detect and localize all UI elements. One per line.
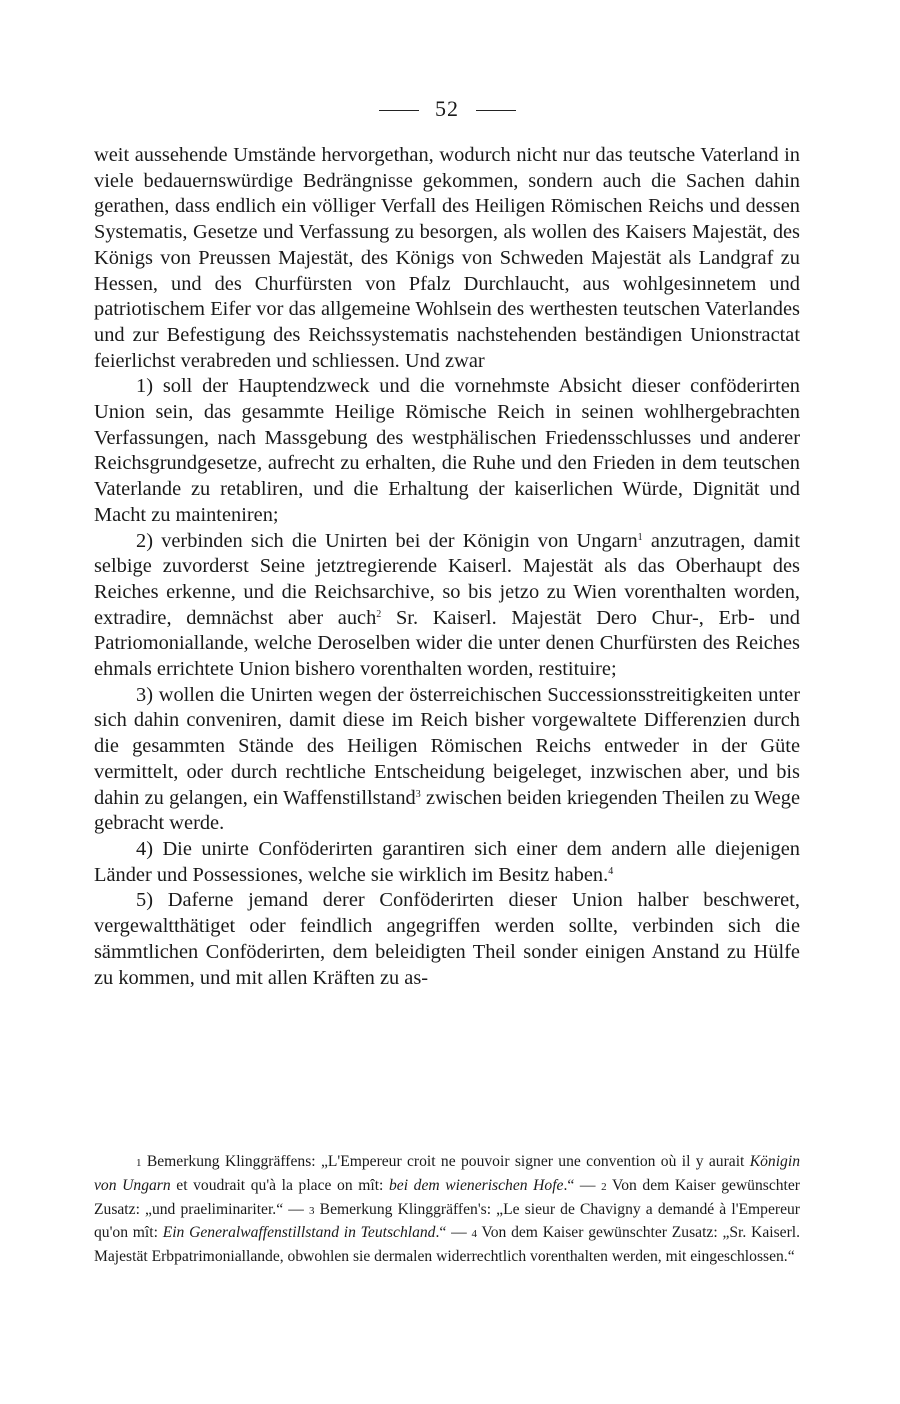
footnote-text: Bemerkung Klinggräffens: „L'Empereur croit ne pouvoir signer une convention où il y aurait	[146, 1153, 750, 1170]
article-text: anzutragen, damit selbige zuvorderst Seine jetztregierende Kaiserl. Majestät als das Oberhaupt des Reiches erkenne, und die Reichsarchive, so bis jetzo zu Wien vorenthalten worden, extradire, demnächst aber auch	[94, 529, 800, 629]
article-text: soll der Hauptendzweck und die vornehmste Absicht dieser conföderirten Union sein, das gesammte Heilige Römische Reich in seinen wohlhergebrachten Verfassungen, nach Massgebung des westphälischen Friedensschlusses und anderer Reichsgrundgesetze, aufrecht zu erhalten, die Ruhe und den Frieden in dem teutschen Vaterlande zu retabliren, und die Erhaltung der kaiserlichen Würde, Dignität und Macht zu mainteniren;	[94, 375, 800, 526]
footnote-text: Von dem Kaiser gewünschter Zusatz: „und praeliminariter.“ —	[94, 1176, 800, 1218]
page-number: 52	[435, 96, 459, 121]
header-dash-right	[476, 110, 516, 111]
footnote-marker: 3	[415, 788, 421, 800]
footnote-text: Bemerkung Klinggräffen's: „Le sieur de Chavigny a demandé à l'Empereur qu'on mît:	[94, 1200, 800, 1242]
article-text: verbinden sich die Unirten bei der Königin von Ungarn	[161, 529, 638, 552]
footnote-number: 3	[309, 1204, 315, 1217]
footnote-marker: 2	[376, 608, 382, 620]
main-text	[94, 143, 800, 991]
article-number: 4)	[136, 837, 153, 860]
footnote-italic: Königin von Ungarn	[94, 1153, 800, 1194]
footnote-number: 2	[601, 1180, 607, 1193]
footnote-text: .“ —	[563, 1176, 602, 1194]
article-number: 5)	[136, 889, 153, 912]
article-number: 3)	[136, 683, 153, 706]
footnote-number: 1	[136, 1157, 142, 1169]
article-number: 2)	[136, 529, 153, 552]
article-text: zwischen beiden kriegenden Theilen zu Wege gebracht werde.	[94, 786, 800, 835]
article-text: Sr. Kaiserl. Majestät Dero Chur-, Erb- und Patriomoniallande, welche Deroselben wider die unter denen Churfürsten des Reiches ehmals errichtete Union bishero vorenthalten worden, restituire;	[94, 606, 800, 681]
footnote-marker: 1	[637, 531, 643, 543]
article-5	[94, 888, 800, 991]
footnote-marker: 4	[608, 865, 614, 877]
footnote-text: .“ —	[435, 1224, 472, 1242]
article-1	[94, 374, 800, 528]
footnote-number: 4	[471, 1228, 477, 1241]
header-dash-left	[379, 110, 419, 111]
article-3	[94, 683, 800, 837]
article-text: Die unirte Conföderirten garantiren sich einer dem andern alle diejenigen Länder und Possessiones, welche sie wirklich im Besitz haben.	[94, 837, 800, 886]
footnote-block	[94, 1151, 800, 1268]
running-head	[94, 96, 800, 122]
footnote-italic: Ein Generalwaffenstillstand in Teutschland	[162, 1224, 436, 1242]
document-page	[94, 0, 800, 1404]
article-2	[94, 529, 800, 683]
article-text: wollen die Unirten wegen der österreichischen Successionsstreitigkeiten unter sich dahin conveniren, damit diese im Reich bisher vorgewaltete Differenzien durch die gesammten Stände des Heiligen Römischen Reichs entweder in der Güte vermittelt, oder durch rechtliche Entscheidung beigeleget, inzwischen aber, und bis dahin zu gelangen, ein Waffenstillstand	[94, 683, 800, 809]
article-number: 1)	[136, 375, 153, 398]
footnotes	[94, 1151, 800, 1268]
footnote-text: Von dem Kaiser gewünschter Zusatz: „Sr. Kaiserl. Majestät Erbpatrimoniallande, obwohlen sie dermalen widerrechtlich vorenthalten werden, mit eingeschlossen.“	[94, 1224, 800, 1266]
article-4	[94, 837, 800, 888]
intro-paragraph: weit aussehende Umstände hervorgethan, wodurch nicht nur das teutsche Vaterland in viele bedauernswürdige Bedrängnisse gekommen, sondern auch die Sachen dahin gerathen, dass endlich ein völliger Verfall des Heiligen Römischen Reichs und dessen Systematis, Gesetze und Verfassung zu besorgen, als wollen des Kaisers Majestät, des Königs von Preussen Majestät, des Königs von Schweden Majestät als Landgraf zu Hessen, und des Churfürsten von Pfalz Durchlaucht, aus wohlgesinnetem und patriotischem Eifer vor das allgemeine Wohlsein des werthesten teutschen Vaterlandes und zur Befestigung des Reichssystematis nachstehenden beständigen Unionstractat feierlichst verabreden und schliessen. Und zwar	[94, 144, 800, 372]
article-text: Daferne jemand derer Conföderirten dieser Union halber beschweret, vergewaltthätiget oder feindlich angegriffen werden sollte, verbinden sich die sämmtlichen Conföderirten, dem beleidigten Theil sonder einigen Anstand zu Hülfe zu kommen, und mit allen Kräften zu as-	[94, 889, 800, 989]
footnote-text: et voudrait qu'à la place on mît:	[170, 1176, 389, 1194]
footnote-italic: bei dem wienerischen Hofe	[389, 1176, 564, 1194]
